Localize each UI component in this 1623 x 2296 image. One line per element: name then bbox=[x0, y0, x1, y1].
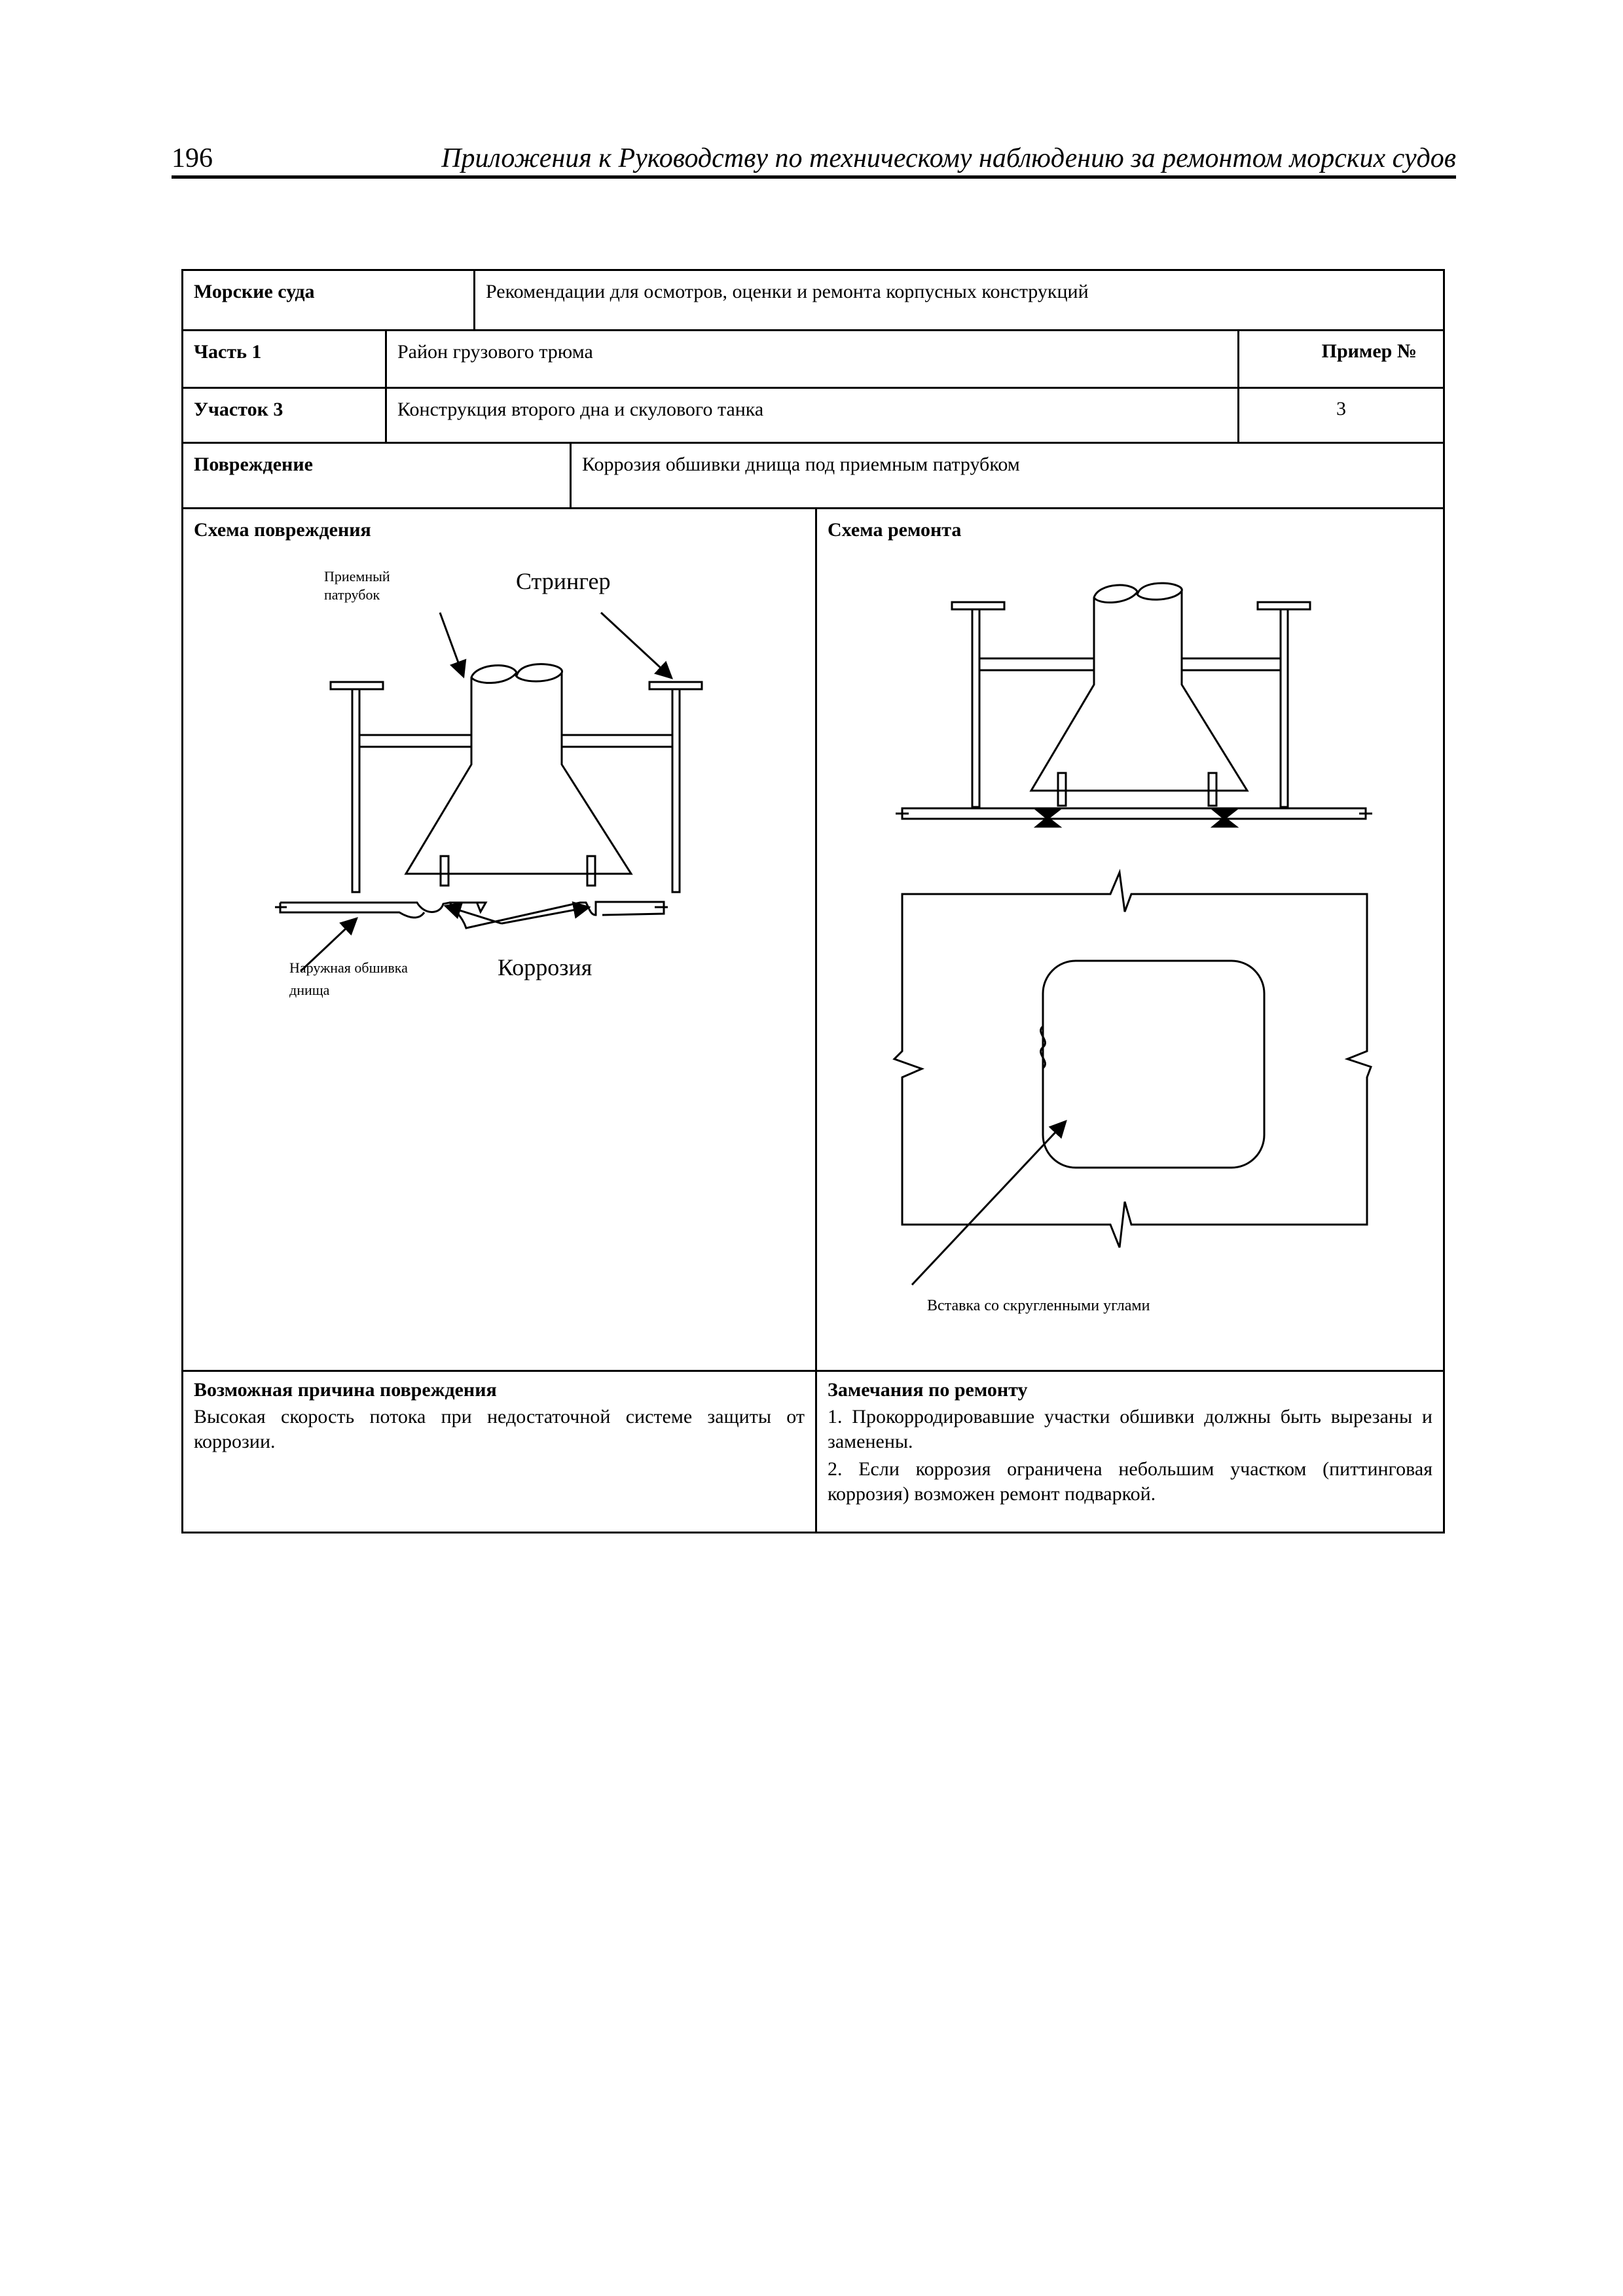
page-header bbox=[172, 140, 1456, 177]
insert-arrow bbox=[912, 1121, 1066, 1285]
repair-left-stringer-flange bbox=[952, 602, 1004, 609]
damage-scheme-title: Схема повреждения bbox=[194, 519, 371, 541]
plate-outline bbox=[894, 872, 1371, 1247]
label-insert: Вставка со скругленными углами bbox=[927, 1297, 1150, 1314]
repair-bottom-shell bbox=[902, 808, 1366, 819]
row-part bbox=[183, 331, 1443, 389]
remarks-panel bbox=[815, 1372, 1443, 1534]
cause-panel bbox=[183, 1372, 815, 1534]
pipe-arrow bbox=[440, 613, 464, 677]
right-stringer-web bbox=[672, 689, 680, 892]
ship-type-value: Рекомендации для осмотров, оценки и ремонта корпусных конструкций bbox=[486, 281, 1089, 302]
label-stringer: Стрингер bbox=[516, 568, 611, 594]
damage-value: Коррозия обшивки днища под приемным патрубком bbox=[582, 454, 1020, 475]
damage-scheme-panel bbox=[183, 509, 815, 1370]
left-stringer-web bbox=[352, 689, 359, 892]
label-pipe-1: Приемный bbox=[324, 568, 390, 584]
repair-scheme-panel bbox=[815, 509, 1443, 1370]
repair-left-stringer-web bbox=[972, 609, 979, 807]
row-ship-type bbox=[183, 271, 1443, 331]
repair-suction-pipe bbox=[1031, 591, 1247, 791]
row-schemes bbox=[183, 509, 1443, 1372]
label-shell-2: днища bbox=[289, 982, 330, 998]
label-shell-1: Наружная обшивка bbox=[289, 960, 408, 976]
remarks-title: Замечания по ремонту bbox=[828, 1379, 1028, 1401]
ship-type-label: Морские суда bbox=[194, 281, 315, 302]
remarks-item-1: 1. Прокорродировавшие участки обшивки должны быть вырезаны и заменены. bbox=[828, 1406, 1432, 1452]
cause-text: Высокая скорость потока при недостаточной системе защиты от коррозии. bbox=[194, 1406, 805, 1452]
header-rule bbox=[172, 175, 1456, 179]
damage-label: Повреждение bbox=[194, 454, 313, 475]
remarks-item-2: 2. Если коррозия ограничена небольшим участком (питтинговая коррозия) возможен ремонт подваркой. bbox=[828, 1458, 1432, 1505]
label-corrosion: Коррозия bbox=[498, 954, 593, 980]
repair-example-card bbox=[181, 269, 1445, 1534]
example-label: Пример № bbox=[1321, 340, 1417, 362]
row-cause-remarks bbox=[183, 1372, 1443, 1534]
row-section bbox=[183, 389, 1443, 444]
page-number: 196 bbox=[172, 143, 213, 173]
part-value: Район грузового трюма bbox=[397, 341, 593, 363]
running-title: Приложения к Руководству по техническому наблюдению за ремонтом морских судов bbox=[441, 143, 1456, 173]
suction-pipe bbox=[406, 673, 631, 874]
right-stringer-flange bbox=[649, 682, 702, 689]
section-label: Участок 3 bbox=[194, 399, 283, 420]
repair-scheme-title: Схема ремонта bbox=[828, 519, 962, 541]
stringer-arrow bbox=[601, 613, 672, 678]
row-damage bbox=[183, 444, 1443, 509]
repair-scheme-drawing bbox=[817, 509, 1447, 1367]
rounded-insert bbox=[1043, 961, 1264, 1168]
cause-title: Возможная причина повреждения bbox=[194, 1379, 497, 1401]
label-pipe-2: патрубок bbox=[324, 586, 380, 603]
left-stringer-flange bbox=[331, 682, 383, 689]
part-label: Часть 1 bbox=[194, 341, 262, 363]
repair-right-stringer-flange bbox=[1258, 602, 1310, 609]
example-number: 3 bbox=[1336, 398, 1346, 420]
section-value: Конструкция второго дна и скулового танка bbox=[397, 399, 764, 420]
corrosion-arrow-left bbox=[445, 906, 501, 924]
repair-right-stringer-web bbox=[1281, 609, 1288, 807]
damage-scheme-drawing bbox=[183, 509, 815, 1367]
